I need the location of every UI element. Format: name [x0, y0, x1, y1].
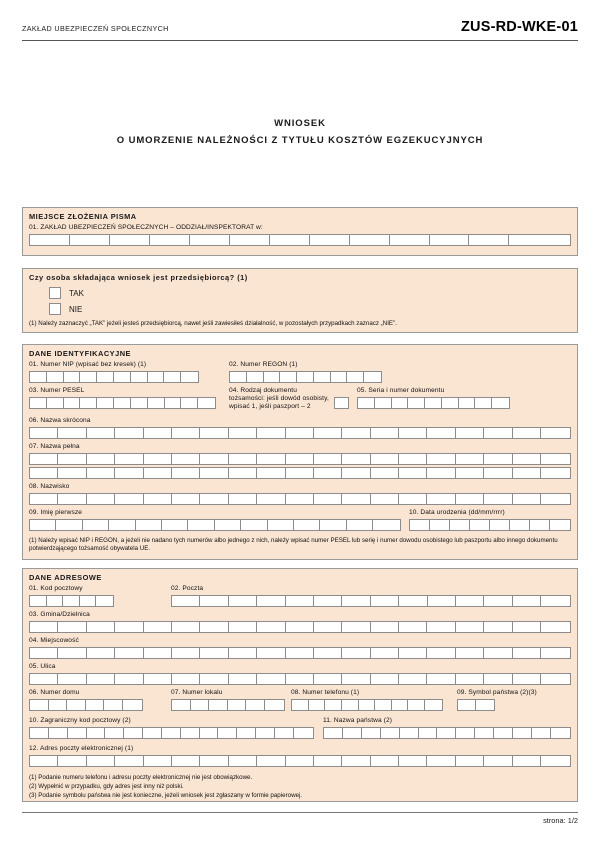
- institution-name: ZAKŁAD UBEZPIECZEŃ SPOŁECZNYCH: [22, 24, 169, 33]
- field-label-country-name: 11. Nazwa państwa (2): [323, 717, 393, 724]
- field-label-place-01: 01. ZAKŁAD UBEZPIECZEŃ SPOŁECZNYCH – ODDZIAŁ/INSPEKTORAT w:: [29, 224, 263, 231]
- input-post-office[interactable]: [171, 595, 571, 607]
- field-label-street: 05. Ulica: [29, 663, 56, 670]
- field-label-commune: 03. Gmina/Dzielnica: [29, 611, 90, 618]
- input-birth-date[interactable]: [409, 519, 571, 531]
- field-label-postal-code: 01. Kod pocztowy: [29, 585, 83, 592]
- section-identification-title: DANE IDENTYFIKACYJNE: [29, 349, 131, 358]
- field-label-email: 12. Adres poczty elektronicznej (1): [29, 745, 134, 752]
- field-label-nip: 01. Numer NIP (wpisać bez kresek) (1): [29, 361, 147, 368]
- section-entrepreneur: [22, 268, 578, 333]
- input-foreign-postal-code[interactable]: [29, 727, 314, 739]
- field-label-full-name: 07. Nazwa pełna: [29, 443, 80, 450]
- section-place-title: MIEJSCE ZŁOŻENIA PISMA: [29, 212, 137, 221]
- input-document-number[interactable]: [357, 397, 510, 409]
- input-postal-code[interactable]: [29, 595, 114, 607]
- field-label-city: 04. Miejscowość: [29, 637, 79, 644]
- checkbox-no[interactable]: [49, 303, 61, 315]
- address-note-3: (3) Podanie symbolu państwa nie jest konieczne, jeżeli wniosek jest zgłaszany w formie papierowej.: [29, 792, 303, 799]
- field-label-post-office: 02. Poczta: [171, 585, 204, 592]
- field-label-house-number: 06. Numer domu: [29, 689, 80, 696]
- input-country-symbol[interactable]: [457, 699, 495, 711]
- page-number: strona: 1/2: [543, 816, 578, 825]
- form-code: ZUS-RD-WKE-01: [461, 19, 578, 35]
- input-regon[interactable]: [229, 371, 382, 383]
- field-label-short-name: 06. Nazwa skrócona: [29, 417, 91, 424]
- address-note-2: (2) Wypełnić w przypadku, gdy adres jest inny niż polski.: [29, 783, 184, 790]
- input-country-name[interactable]: [323, 727, 571, 739]
- footer-divider: [22, 812, 578, 813]
- input-flat-number[interactable]: [171, 699, 285, 711]
- input-short-name[interactable]: [29, 427, 571, 439]
- section-place-of-filing: [22, 207, 578, 256]
- page-header: [22, 19, 578, 44]
- entrepreneur-note: (1) Należy zaznaczyć „TAK” jeżeli jesteś przedsiębiorcą, nawet jeśli zawiesiłeś działalność, w pozostałych przypadkach zaznacz „NIE”.: [29, 320, 397, 327]
- field-label-first-name: 09. Imię pierwsze: [29, 509, 83, 516]
- address-note-1: (1) Podanie numeru telefonu i adresu poczty elektronicznej nie jest obowiązkowe.: [29, 774, 253, 781]
- input-nip[interactable]: [29, 371, 199, 383]
- header-divider: [22, 40, 578, 41]
- field-label-country-symbol: 09. Symbol państwa (2)(3): [457, 689, 537, 696]
- checkbox-yes[interactable]: [49, 287, 61, 299]
- entrepreneur-question: Czy osoba składająca wniosek jest przedsiębiorcą? (1): [29, 273, 248, 282]
- title-line-2: O UMORZENIE NALEŻNOŚCI Z TYTUŁU KOSZTÓW EGZEKUCYJNYCH: [116, 135, 484, 146]
- input-commune[interactable]: [29, 621, 571, 633]
- section-address: [22, 568, 578, 802]
- input-surname[interactable]: [29, 493, 571, 505]
- section-address-title: DANE ADRESOWE: [29, 573, 102, 582]
- checkbox-yes-label: TAK: [69, 289, 84, 298]
- field-label-phone: 08. Numer telefonu (1): [291, 689, 360, 696]
- input-pesel[interactable]: [29, 397, 216, 409]
- field-label-surname: 08. Nazwisko: [29, 483, 70, 490]
- field-label-foreign-postal-code: 10. Zagraniczny kod pocztowy (2): [29, 717, 131, 724]
- identification-note: (1) Należy wpisać NIP i REGON, a jeżeli nie nadano tych numerów albo jednego z nich, należy wpisać numer PESEL lub serię i numer dowodu osobistego lub paszportu albo innego dokumentu potwierdzającego tożsamość obywatela UE.: [29, 537, 558, 553]
- field-label-document-number: 05. Seria i numer dokumentu: [357, 387, 445, 394]
- input-full-name-line-1[interactable]: [29, 453, 571, 465]
- input-phone[interactable]: [291, 699, 443, 711]
- input-email[interactable]: [29, 755, 571, 767]
- input-house-number[interactable]: [29, 699, 143, 711]
- input-city[interactable]: [29, 647, 571, 659]
- input-document-type[interactable]: [334, 397, 349, 409]
- input-first-name[interactable]: [29, 519, 401, 531]
- field-label-regon: 02. Numer REGON (1): [229, 361, 298, 368]
- checkbox-no-label: NIE: [69, 305, 83, 314]
- page-title: [0, 118, 600, 146]
- field-label-flat-number: 07. Numer lokalu: [171, 689, 223, 696]
- input-street[interactable]: [29, 673, 571, 685]
- field-label-birth-date: 10. Data urodzenia (dd/mm/rrrr): [409, 509, 505, 516]
- field-label-document-type: 04. Rodzaj dokumentu tożsamości: jeśli dowód osobisty, wpisać 1, jeśli paszport – 2: [229, 387, 329, 411]
- input-full-name-line-2[interactable]: [29, 467, 571, 479]
- section-identification: [22, 344, 578, 560]
- input-place-office[interactable]: [29, 234, 571, 246]
- field-label-pesel: 03. Numer PESEL: [29, 387, 85, 394]
- title-line-1: WNIOSEK: [274, 118, 326, 129]
